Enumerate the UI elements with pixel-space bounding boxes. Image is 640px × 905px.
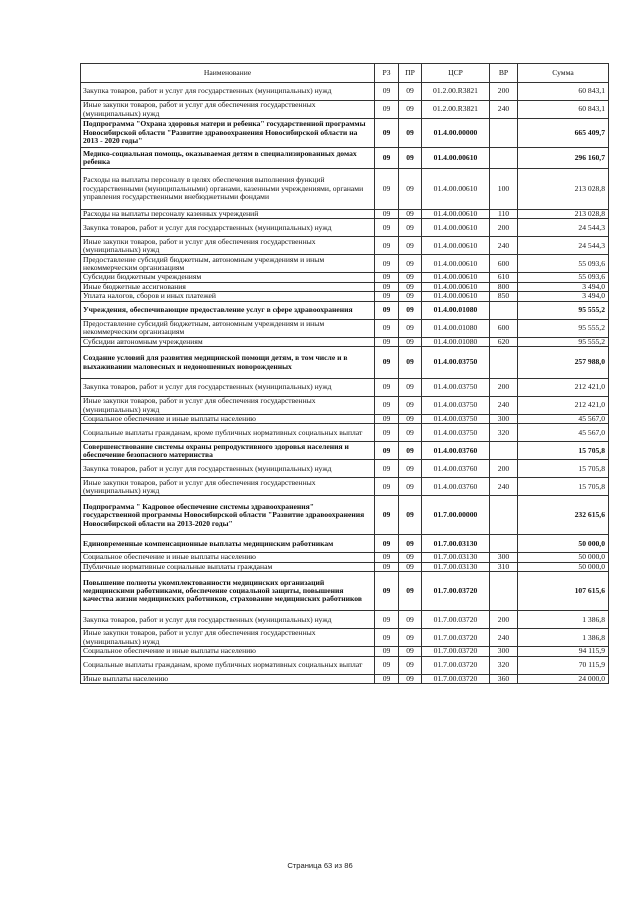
cell-vr: 600 bbox=[490, 255, 518, 273]
cell-name: Совершенствование системы охраны репродуктивного здоровья населения и обеспечение безопасного материнства bbox=[81, 442, 375, 460]
cell-vr: 110 bbox=[490, 210, 518, 219]
cell-pr: 09 bbox=[399, 553, 422, 562]
cell-sum: 3 494,0 bbox=[518, 282, 609, 291]
cell-rz: 09 bbox=[375, 647, 399, 656]
cell-vr: 600 bbox=[490, 319, 518, 337]
cell-pr: 09 bbox=[399, 647, 422, 656]
cell-name: Иные закупки товаров, работ и услуг для обеспечения государственных (муниципальных) нужд bbox=[81, 101, 375, 119]
table-row bbox=[81, 83, 609, 101]
cell-pr: 09 bbox=[399, 656, 422, 674]
cell-pr: 09 bbox=[399, 379, 422, 397]
table-row bbox=[81, 347, 609, 379]
cell-rz: 09 bbox=[375, 169, 399, 210]
cell-rz: 09 bbox=[375, 424, 399, 442]
table-row bbox=[81, 442, 609, 460]
header-name: Наименование bbox=[81, 64, 375, 83]
cell-csr: 01.4.00.00610 bbox=[422, 282, 490, 291]
cell-vr: 240 bbox=[490, 397, 518, 415]
cell-sum: 95 555,2 bbox=[518, 337, 609, 346]
table-row bbox=[81, 219, 609, 237]
cell-rz: 09 bbox=[375, 535, 399, 553]
cell-csr: 01.7.00.03130 bbox=[422, 562, 490, 571]
cell-name: Закупка товаров, работ и услуг для государственных (муниципальных) нужд bbox=[81, 83, 375, 101]
cell-vr: 300 bbox=[490, 647, 518, 656]
table-row bbox=[81, 148, 609, 169]
cell-sum: 50 000,0 bbox=[518, 535, 609, 553]
cell-vr bbox=[490, 572, 518, 611]
table-row bbox=[81, 478, 609, 496]
cell-pr: 09 bbox=[399, 674, 422, 683]
cell-vr: 610 bbox=[490, 273, 518, 282]
cell-name: Социальные выплаты гражданам, кроме публичных нормативных социальных выплат bbox=[81, 656, 375, 674]
cell-rz: 09 bbox=[375, 572, 399, 611]
cell-pr: 09 bbox=[399, 210, 422, 219]
cell-pr: 09 bbox=[399, 292, 422, 301]
table-row bbox=[81, 460, 609, 478]
cell-sum: 107 615,6 bbox=[518, 572, 609, 611]
cell-csr: 01.2.00.R3821 bbox=[422, 83, 490, 101]
cell-csr: 01.4.00.00610 bbox=[422, 273, 490, 282]
cell-name: Социальные выплаты гражданам, кроме публичных нормативных социальных выплат bbox=[81, 424, 375, 442]
cell-rz: 09 bbox=[375, 210, 399, 219]
cell-pr: 09 bbox=[399, 572, 422, 611]
cell-sum: 232 615,6 bbox=[518, 496, 609, 535]
cell-name: Расходы на выплаты персоналу в целях обеспечения выполнения функций государственными (муниципальными) органами, казенными учреждениями, органами управления государственными внебюджетными фондами bbox=[81, 169, 375, 210]
cell-vr: 240 bbox=[490, 101, 518, 119]
cell-rz: 09 bbox=[375, 83, 399, 101]
table-row bbox=[81, 301, 609, 319]
cell-vr: 360 bbox=[490, 674, 518, 683]
cell-pr: 09 bbox=[399, 442, 422, 460]
table-row bbox=[81, 656, 609, 674]
cell-pr: 09 bbox=[399, 219, 422, 237]
cell-sum: 60 843,1 bbox=[518, 83, 609, 101]
table-row bbox=[81, 319, 609, 337]
cell-pr: 09 bbox=[399, 301, 422, 319]
cell-vr: 320 bbox=[490, 424, 518, 442]
table-row bbox=[81, 397, 609, 415]
cell-pr: 09 bbox=[399, 101, 422, 119]
cell-sum: 1 386,8 bbox=[518, 629, 609, 647]
table-row bbox=[81, 496, 609, 535]
cell-name: Предоставление субсидий бюджетным, автономным учреждениям и иным некоммерческим организациям bbox=[81, 319, 375, 337]
cell-csr: 01.4.00.03750 bbox=[422, 415, 490, 424]
cell-pr: 09 bbox=[399, 119, 422, 148]
page-number: Страница 63 из 86 bbox=[287, 861, 353, 870]
cell-csr: 01.7.00.03720 bbox=[422, 572, 490, 611]
table-row bbox=[81, 562, 609, 571]
cell-rz: 09 bbox=[375, 562, 399, 571]
cell-pr: 09 bbox=[399, 478, 422, 496]
cell-name: Подпрограмма "Охрана здоровья матери и ребенка" государственной программы Новосибирской области "Развитие здравоохранения Новосибирской области на 2013 - 2020 годы" bbox=[81, 119, 375, 148]
table-row bbox=[81, 611, 609, 629]
cell-rz: 09 bbox=[375, 255, 399, 273]
cell-name: Публичные нормативные социальные выплаты гражданам bbox=[81, 562, 375, 571]
cell-vr: 240 bbox=[490, 237, 518, 255]
table-row bbox=[81, 119, 609, 148]
header-rz: РЗ bbox=[375, 64, 399, 83]
cell-csr: 01.7.00.03720 bbox=[422, 656, 490, 674]
cell-sum: 94 115,9 bbox=[518, 647, 609, 656]
cell-name: Иные закупки товаров, работ и услуг для обеспечения государственных (муниципальных) нужд bbox=[81, 629, 375, 647]
table-row bbox=[81, 572, 609, 611]
cell-vr bbox=[490, 301, 518, 319]
table-row bbox=[81, 101, 609, 119]
cell-pr: 09 bbox=[399, 319, 422, 337]
cell-name: Иные закупки товаров, работ и услуг для обеспечения государственных (муниципальных) нужд bbox=[81, 237, 375, 255]
cell-pr: 09 bbox=[399, 273, 422, 282]
table-row bbox=[81, 337, 609, 346]
table-row bbox=[81, 629, 609, 647]
cell-sum: 296 160,7 bbox=[518, 148, 609, 169]
cell-rz: 09 bbox=[375, 442, 399, 460]
cell-sum: 212 421,0 bbox=[518, 397, 609, 415]
cell-csr: 01.4.00.00000 bbox=[422, 119, 490, 148]
cell-sum: 24 544,3 bbox=[518, 219, 609, 237]
cell-sum: 95 555,2 bbox=[518, 319, 609, 337]
cell-csr: 01.4.00.00610 bbox=[422, 148, 490, 169]
cell-name: Уплата налогов, сборов и иных платежей bbox=[81, 292, 375, 301]
cell-rz: 09 bbox=[375, 292, 399, 301]
cell-pr: 09 bbox=[399, 255, 422, 273]
cell-vr: 850 bbox=[490, 292, 518, 301]
cell-sum: 60 843,1 bbox=[518, 101, 609, 119]
table-row bbox=[81, 424, 609, 442]
cell-name: Иные закупки товаров, работ и услуг для обеспечения государственных (муниципальных) нужд bbox=[81, 397, 375, 415]
cell-vr: 200 bbox=[490, 219, 518, 237]
cell-rz: 09 bbox=[375, 237, 399, 255]
cell-vr: 300 bbox=[490, 415, 518, 424]
cell-csr: 01.7.00.03720 bbox=[422, 674, 490, 683]
cell-name: Повышение полноты укомплектованности медицинских организаций медицинскими работниками, обеспечение социальной защиты, повышения качества жизни медицинских работников, страхование медицинских работников bbox=[81, 572, 375, 611]
table-row bbox=[81, 169, 609, 210]
cell-name: Иные закупки товаров, работ и услуг для обеспечения государственных (муниципальных) нужд bbox=[81, 478, 375, 496]
cell-vr: 620 bbox=[490, 337, 518, 346]
cell-rz: 09 bbox=[375, 347, 399, 379]
cell-name: Предоставление субсидий бюджетным, автономным учреждениям и иным некоммерческим организациям bbox=[81, 255, 375, 273]
cell-vr: 240 bbox=[490, 478, 518, 496]
cell-csr: 01.7.00.00000 bbox=[422, 496, 490, 535]
cell-vr bbox=[490, 119, 518, 148]
header-csr: ЦСР bbox=[422, 64, 490, 83]
cell-pr: 09 bbox=[399, 424, 422, 442]
cell-pr: 09 bbox=[399, 460, 422, 478]
cell-csr: 01.4.00.03750 bbox=[422, 347, 490, 379]
cell-rz: 09 bbox=[375, 674, 399, 683]
cell-sum: 213 028,8 bbox=[518, 210, 609, 219]
cell-name: Закупка товаров, работ и услуг для государственных (муниципальных) нужд bbox=[81, 219, 375, 237]
cell-sum: 55 093,6 bbox=[518, 255, 609, 273]
cell-pr: 09 bbox=[399, 397, 422, 415]
cell-rz: 09 bbox=[375, 101, 399, 119]
cell-vr: 200 bbox=[490, 460, 518, 478]
cell-rz: 09 bbox=[375, 478, 399, 496]
table-row bbox=[81, 292, 609, 301]
table-row bbox=[81, 647, 609, 656]
cell-csr: 01.4.00.00610 bbox=[422, 255, 490, 273]
cell-vr bbox=[490, 442, 518, 460]
cell-vr: 320 bbox=[490, 656, 518, 674]
header-vr: ВР bbox=[490, 64, 518, 83]
cell-rz: 09 bbox=[375, 119, 399, 148]
cell-sum: 15 705,8 bbox=[518, 442, 609, 460]
cell-csr: 01.4.00.00610 bbox=[422, 210, 490, 219]
cell-vr: 200 bbox=[490, 611, 518, 629]
cell-sum: 257 988,0 bbox=[518, 347, 609, 379]
cell-csr: 01.4.00.03760 bbox=[422, 478, 490, 496]
cell-pr: 09 bbox=[399, 83, 422, 101]
cell-sum: 15 705,8 bbox=[518, 478, 609, 496]
cell-rz: 09 bbox=[375, 319, 399, 337]
cell-sum: 50 000,0 bbox=[518, 562, 609, 571]
cell-pr: 09 bbox=[399, 337, 422, 346]
cell-sum: 55 093,6 bbox=[518, 273, 609, 282]
cell-rz: 09 bbox=[375, 148, 399, 169]
cell-name: Закупка товаров, работ и услуг для государственных (муниципальных) нужд bbox=[81, 379, 375, 397]
cell-vr: 240 bbox=[490, 629, 518, 647]
table-row bbox=[81, 674, 609, 683]
cell-sum: 212 421,0 bbox=[518, 379, 609, 397]
cell-rz: 09 bbox=[375, 273, 399, 282]
cell-name: Закупка товаров, работ и услуг для государственных (муниципальных) нужд bbox=[81, 460, 375, 478]
cell-rz: 09 bbox=[375, 219, 399, 237]
table-row bbox=[81, 237, 609, 255]
cell-vr: 800 bbox=[490, 282, 518, 291]
cell-name: Иные бюджетные ассигнования bbox=[81, 282, 375, 291]
cell-csr: 01.4.00.03750 bbox=[422, 397, 490, 415]
table-row bbox=[81, 415, 609, 424]
cell-vr: 200 bbox=[490, 379, 518, 397]
cell-name: Расходы на выплаты персоналу казенных учреждений bbox=[81, 210, 375, 219]
cell-sum: 45 567,0 bbox=[518, 424, 609, 442]
cell-name: Закупка товаров, работ и услуг для государственных (муниципальных) нужд bbox=[81, 611, 375, 629]
cell-rz: 09 bbox=[375, 282, 399, 291]
cell-csr: 01.7.00.03720 bbox=[422, 629, 490, 647]
cell-rz: 09 bbox=[375, 397, 399, 415]
cell-csr: 01.4.00.00610 bbox=[422, 169, 490, 210]
cell-rz: 09 bbox=[375, 611, 399, 629]
cell-pr: 09 bbox=[399, 562, 422, 571]
cell-name: Социальное обеспечение и иные выплаты населению bbox=[81, 553, 375, 562]
cell-csr: 01.2.00.R3821 bbox=[422, 101, 490, 119]
cell-csr: 01.4.00.00610 bbox=[422, 219, 490, 237]
cell-vr bbox=[490, 148, 518, 169]
cell-sum: 24 544,3 bbox=[518, 237, 609, 255]
cell-vr: 310 bbox=[490, 562, 518, 571]
table-row bbox=[81, 273, 609, 282]
cell-vr bbox=[490, 535, 518, 553]
cell-rz: 09 bbox=[375, 496, 399, 535]
cell-csr: 01.4.00.00610 bbox=[422, 292, 490, 301]
cell-csr: 01.4.00.03750 bbox=[422, 379, 490, 397]
cell-csr: 01.7.00.03720 bbox=[422, 611, 490, 629]
cell-csr: 01.4.00.03760 bbox=[422, 460, 490, 478]
cell-sum: 50 000,0 bbox=[518, 553, 609, 562]
cell-vr: 200 bbox=[490, 83, 518, 101]
cell-sum: 213 028,8 bbox=[518, 169, 609, 210]
table-row bbox=[81, 553, 609, 562]
table-row bbox=[81, 379, 609, 397]
cell-pr: 09 bbox=[399, 496, 422, 535]
cell-rz: 09 bbox=[375, 553, 399, 562]
cell-sum: 15 705,8 bbox=[518, 460, 609, 478]
cell-name: Создание условий для развития медицинской помощи детям, в том числе и в выхаживании маловесных и недоношенных новорожденных bbox=[81, 347, 375, 379]
cell-sum: 665 409,7 bbox=[518, 119, 609, 148]
cell-pr: 09 bbox=[399, 629, 422, 647]
cell-pr: 09 bbox=[399, 237, 422, 255]
cell-name: Субсидии автономным учреждениям bbox=[81, 337, 375, 346]
cell-pr: 09 bbox=[399, 415, 422, 424]
table-row bbox=[81, 255, 609, 273]
header-sum: Сумма bbox=[518, 64, 609, 83]
cell-csr: 01.4.00.01080 bbox=[422, 301, 490, 319]
table-row bbox=[81, 282, 609, 291]
cell-name: Субсидии бюджетным учреждениям bbox=[81, 273, 375, 282]
table-row bbox=[81, 210, 609, 219]
cell-name: Единовременные компенсационные выплаты медицинским работникам bbox=[81, 535, 375, 553]
budget-table bbox=[80, 63, 609, 684]
cell-csr: 01.4.00.03750 bbox=[422, 424, 490, 442]
cell-vr bbox=[490, 496, 518, 535]
cell-rz: 09 bbox=[375, 337, 399, 346]
cell-name: Учреждения, обеспечивающие предоставление услуг в сфере здравоохранения bbox=[81, 301, 375, 319]
cell-csr: 01.4.00.03760 bbox=[422, 442, 490, 460]
cell-pr: 09 bbox=[399, 148, 422, 169]
cell-pr: 09 bbox=[399, 535, 422, 553]
cell-sum: 1 386,8 bbox=[518, 611, 609, 629]
cell-sum: 3 494,0 bbox=[518, 292, 609, 301]
cell-rz: 09 bbox=[375, 460, 399, 478]
cell-vr: 100 bbox=[490, 169, 518, 210]
cell-sum: 95 555,2 bbox=[518, 301, 609, 319]
cell-sum: 70 115,9 bbox=[518, 656, 609, 674]
cell-sum: 45 567,0 bbox=[518, 415, 609, 424]
cell-csr: 01.4.00.00610 bbox=[422, 237, 490, 255]
cell-rz: 09 bbox=[375, 629, 399, 647]
cell-pr: 09 bbox=[399, 347, 422, 379]
table-header-row bbox=[81, 64, 609, 83]
table-row bbox=[81, 535, 609, 553]
header-pr: ПР bbox=[399, 64, 422, 83]
cell-name: Социальное обеспечение и иные выплаты населению bbox=[81, 415, 375, 424]
cell-name: Подпрограмма " Кадровое обеспечение системы здравоохранения" государственной программы Новосибирской области "Развитие здравоохранения Новосибирской области на 2013-2020 годы" bbox=[81, 496, 375, 535]
cell-pr: 09 bbox=[399, 169, 422, 210]
cell-name: Медико-социальная помощь, оказываемая детям в специализированных домах ребенка bbox=[81, 148, 375, 169]
cell-pr: 09 bbox=[399, 282, 422, 291]
cell-csr: 01.7.00.03130 bbox=[422, 553, 490, 562]
table-body bbox=[81, 83, 609, 684]
cell-rz: 09 bbox=[375, 301, 399, 319]
cell-csr: 01.7.00.03130 bbox=[422, 535, 490, 553]
cell-csr: 01.7.00.03720 bbox=[422, 647, 490, 656]
cell-csr: 01.4.00.01080 bbox=[422, 337, 490, 346]
cell-name: Иные выплаты населению bbox=[81, 674, 375, 683]
cell-name: Социальное обеспечение и иные выплаты населению bbox=[81, 647, 375, 656]
cell-rz: 09 bbox=[375, 379, 399, 397]
cell-rz: 09 bbox=[375, 656, 399, 674]
cell-rz: 09 bbox=[375, 415, 399, 424]
cell-vr: 300 bbox=[490, 553, 518, 562]
cell-vr bbox=[490, 347, 518, 379]
cell-csr: 01.4.00.01080 bbox=[422, 319, 490, 337]
cell-pr: 09 bbox=[399, 611, 422, 629]
cell-sum: 24 000,0 bbox=[518, 674, 609, 683]
